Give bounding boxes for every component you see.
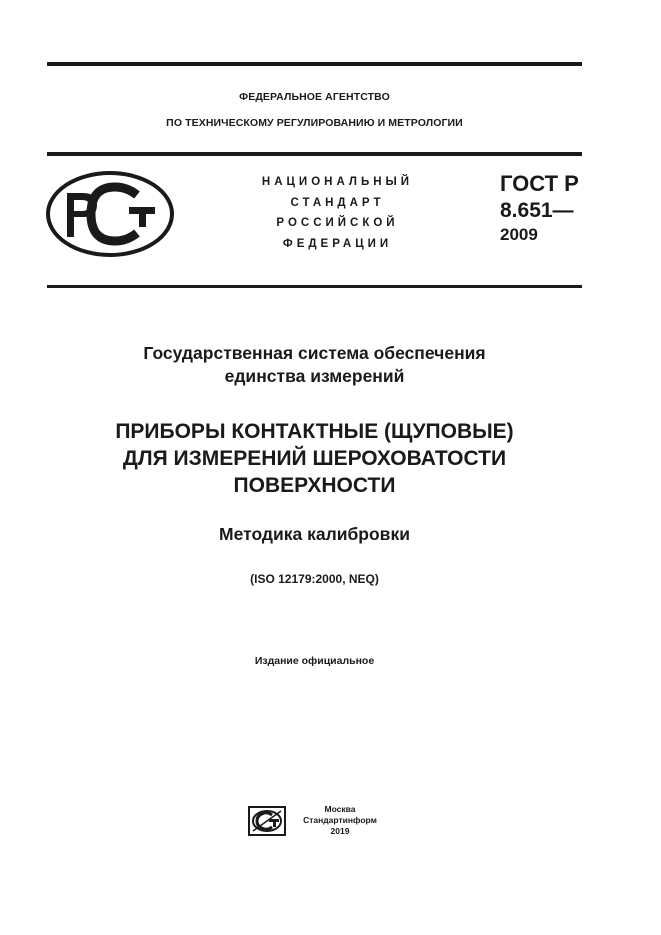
standartinform-logo-icon — [248, 806, 286, 836]
document-title — [47, 418, 582, 499]
national-standard-line-1: НАЦИОНАЛЬНЫЙ — [261, 176, 414, 188]
publisher-year: 2019 — [330, 826, 350, 836]
rst-certification-logo-icon — [45, 171, 175, 257]
designation-line-2: 8.651— — [500, 199, 574, 222]
standard-designation — [500, 170, 579, 246]
system-line-2: единства измерений — [224, 366, 405, 386]
title-line-2: ДЛЯ ИЗМЕРЕНИЙ ШЕРОХОВАТОСТИ — [122, 447, 507, 470]
designation-line-1: ГОСТ Р — [500, 171, 579, 196]
document-subtitle: Методика калибровки — [219, 524, 410, 544]
top-rule — [47, 62, 582, 66]
iso-reference: (ISO 12179:2000, NEQ) — [250, 572, 379, 586]
header-rule — [47, 152, 582, 156]
system-line-1: Государственная система обеспечения — [143, 343, 486, 363]
title-line-1: ПРИБОРЫ КОНТАКТНЫЕ (ЩУПОВЫЕ) — [115, 420, 514, 443]
header-bottom-rule — [47, 285, 582, 288]
agency-line-1: ФЕДЕРАЛЬНОЕ АГЕНТСТВО — [239, 91, 390, 103]
title-line-3: ПОВЕРХНОСТИ — [233, 474, 396, 497]
national-standard-line-3: РОССИЙСКОЙ — [276, 217, 399, 229]
designation-line-3: 2009 — [500, 225, 538, 244]
national-standard-line-4: ФЕДЕРАЦИИ — [282, 237, 393, 250]
national-standard-label — [220, 172, 455, 254]
publisher-block — [248, 804, 388, 846]
publisher-city: Москва — [324, 804, 356, 814]
system-heading — [47, 342, 582, 388]
national-standard-line-2: СТАНДАРТ — [290, 196, 385, 209]
publisher-text — [294, 804, 386, 837]
edition-label: Издание официальное — [254, 655, 375, 667]
publisher-name: Стандартинформ — [303, 815, 377, 825]
agency-line-2: ПО ТЕХНИЧЕСКОМУ РЕГУЛИРОВАНИЮ И МЕТРОЛОГИИ — [166, 117, 463, 129]
